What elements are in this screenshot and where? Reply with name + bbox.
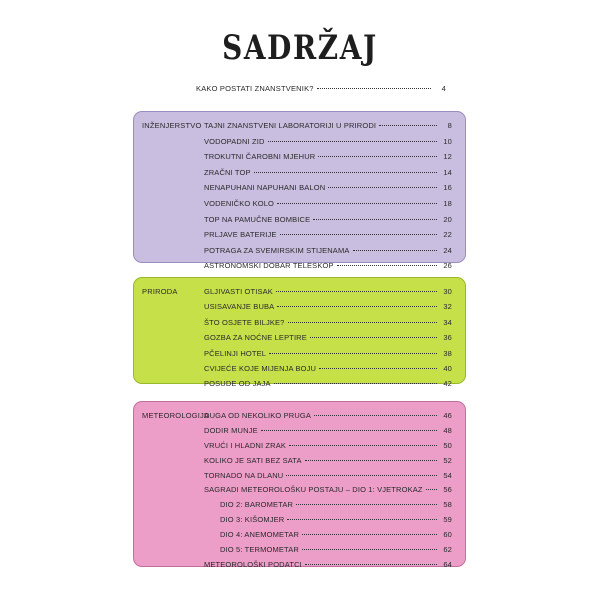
toc-page-number: 64	[443, 559, 452, 569]
dot-leader	[302, 549, 437, 550]
toc-entry[interactable]	[204, 302, 452, 317]
toc-entry-title: NENAPUHANI NAPUHANI BALON	[204, 183, 326, 193]
dot-leader	[287, 519, 437, 520]
toc-entry[interactable]	[204, 349, 452, 364]
toc-entry[interactable]	[204, 545, 452, 560]
toc-entry-title: ASTRONOMSKI DOBAR TELESKOP	[204, 261, 334, 271]
toc-entry-intro[interactable]	[196, 84, 446, 93]
toc-page-number: 48	[443, 425, 452, 435]
dot-leader	[261, 430, 437, 431]
dot-leader	[286, 475, 437, 476]
toc-entry[interactable]	[204, 121, 452, 137]
toc-page-number: 58	[443, 500, 452, 510]
dot-leader	[269, 353, 437, 354]
dot-leader	[296, 504, 437, 505]
dot-leader	[254, 172, 437, 173]
toc-entry-title: POSUDE OD JAJA	[204, 379, 271, 389]
dot-leader	[328, 187, 437, 188]
toc-entry-title: CVIJEĆE KOJE MIJENJA BOJU	[204, 363, 317, 373]
toc-entry[interactable]	[204, 530, 452, 545]
section-entries	[204, 287, 452, 395]
dot-leader	[314, 415, 437, 416]
dot-leader	[353, 250, 437, 251]
toc-entry-title: METEOROLOŠKI PODATCI	[204, 559, 302, 569]
toc-entry-title: TORNADO NA DLANU	[204, 470, 284, 480]
dot-leader	[319, 368, 437, 369]
toc-page-number: 22	[443, 230, 452, 240]
toc-entry-title: ZRAČNI TOP	[204, 167, 251, 177]
dot-leader	[277, 203, 437, 204]
section-label: METEOROLOGIJA	[142, 411, 210, 420]
dot-leader	[268, 141, 437, 142]
dot-leader	[310, 337, 437, 338]
toc-page-number: 30	[443, 287, 452, 296]
dot-leader	[305, 460, 437, 461]
toc-entry-title: ŠTO OSJETE BILJKE?	[204, 317, 285, 327]
toc-page-number: 50	[443, 440, 452, 450]
toc-entry[interactable]	[204, 261, 452, 277]
toc-page-number: 10	[443, 136, 452, 146]
section-meteorologija	[133, 401, 466, 567]
toc-entry[interactable]	[204, 364, 452, 379]
section-label: INŽENJERSTVO	[142, 121, 202, 130]
toc-entry-title: VODOPADNI ZID	[204, 136, 265, 146]
dot-leader	[302, 534, 437, 535]
toc-entry[interactable]	[204, 379, 452, 394]
dot-leader	[426, 489, 437, 490]
toc-page-number: 62	[443, 545, 452, 555]
toc-page-number: 36	[443, 333, 452, 343]
dot-leader	[337, 265, 437, 266]
toc-entry-title: DIO 2: BAROMETAR	[220, 500, 294, 510]
toc-entry-title: DUGA OD NEKOLIKO PRUGA	[204, 411, 312, 420]
dot-leader	[305, 564, 437, 565]
toc-entry-title: POTRAGA ZA SVEMIRSKIM STIJENAMA	[204, 245, 350, 255]
toc-entry[interactable]	[204, 287, 452, 302]
toc-page-number: 8	[447, 121, 452, 130]
toc-entry-title: GOZBA ZA NOĆNE LEPTIRE	[204, 333, 307, 343]
page-title: SADRŽAJ	[222, 28, 378, 68]
toc-entry-title: TROKUTNI ČAROBNI MJEHUR	[204, 152, 316, 162]
dot-leader	[277, 306, 437, 307]
section-label: PRIRODA	[142, 287, 178, 296]
toc-entry-title: TOP NA PAMUČNE BOMBICE	[204, 214, 311, 224]
toc-entry-title: GLJIVASTI OTISAK	[204, 287, 273, 296]
toc-page-number: 56	[443, 485, 452, 495]
toc-entry-title: PRLJAVE BATERIJE	[204, 230, 277, 240]
dot-leader	[317, 88, 431, 89]
toc-page-number: 54	[443, 470, 452, 480]
dot-leader	[274, 383, 437, 384]
toc-entry-title: DIO 4: ANEMOMETAR	[220, 530, 300, 540]
toc-entry[interactable]	[204, 515, 452, 530]
section-entries	[204, 121, 452, 277]
toc-entry[interactable]	[204, 333, 452, 348]
toc-page-number: 12	[443, 152, 452, 162]
toc-page-number: 34	[443, 317, 452, 327]
toc-entry[interactable]	[204, 485, 452, 500]
toc-entry[interactable]	[204, 560, 452, 575]
section-priroda	[133, 277, 466, 389]
toc-entry-title: VRUĆI I HLADNI ZRAK	[204, 440, 287, 450]
toc-page-number: 42	[443, 379, 452, 389]
toc-page-number: 59	[443, 515, 452, 525]
toc-entry[interactable]	[204, 137, 452, 153]
section-entries	[204, 411, 452, 575]
toc-page-number: 52	[443, 455, 452, 465]
toc-page-number: 20	[443, 214, 452, 224]
dot-leader	[276, 291, 437, 292]
toc-entry-title: DIO 3: KIŠOMJER	[220, 515, 285, 525]
toc-page-number: 40	[443, 363, 452, 373]
toc-entry[interactable]	[204, 230, 452, 246]
toc-page-number: 60	[443, 530, 452, 540]
toc-entry-title: USISAVANJE BUBA	[204, 302, 275, 312]
dot-leader	[289, 445, 437, 446]
toc-entry[interactable]	[204, 500, 452, 515]
dot-leader	[318, 156, 437, 157]
toc-page-number: 16	[443, 183, 452, 193]
toc-page-number: 46	[443, 411, 452, 420]
toc-entry-title: DODIR MUNJE	[204, 425, 258, 435]
toc-entry[interactable]	[204, 183, 452, 199]
toc-entry-title: DIO 5: TERMOMETAR	[220, 545, 299, 555]
toc-page-number: 32	[443, 302, 452, 312]
dot-leader	[313, 219, 437, 220]
toc-entry[interactable]	[204, 441, 452, 456]
toc-entry-title: TAJNI ZNANSTVENI LABORATORIJI U PRIRODI	[204, 121, 377, 130]
toc-entry[interactable]	[204, 152, 452, 168]
toc-page-number: 24	[443, 245, 452, 255]
toc-page-number: 38	[443, 348, 452, 358]
toc-entry-title: KOLIKO JE SATI BEZ SATA	[204, 455, 302, 465]
toc-entry[interactable]	[204, 456, 452, 471]
toc-page-number: 18	[443, 198, 452, 208]
dot-leader	[280, 234, 437, 235]
toc-entry[interactable]	[204, 215, 452, 231]
toc-page-number: 26	[443, 261, 452, 271]
toc-entry[interactable]	[204, 471, 452, 486]
toc-entry-title: KAKO POSTATI ZNANSTVENIK?	[196, 84, 314, 93]
toc-entry[interactable]	[204, 411, 452, 426]
section-inzenjerstvo	[133, 111, 466, 271]
dot-leader	[379, 125, 437, 126]
toc-entry-title: VODENIČKO KOLO	[204, 198, 275, 208]
toc-entry-title: PČELINJI HOTEL	[204, 348, 267, 358]
toc-page-number: 14	[443, 167, 452, 177]
toc-entry[interactable]	[204, 318, 452, 333]
toc-entry[interactable]	[204, 199, 452, 215]
toc-entry[interactable]	[204, 246, 452, 262]
toc-page-number: 4	[441, 84, 446, 93]
dot-leader	[288, 322, 437, 323]
toc-entry-title: SAGRADI METEOROLOŠKU POSTAJU – DIO 1: VJETROKAZ	[204, 485, 423, 495]
toc-entry[interactable]	[204, 168, 452, 184]
toc-entry[interactable]	[204, 426, 452, 441]
